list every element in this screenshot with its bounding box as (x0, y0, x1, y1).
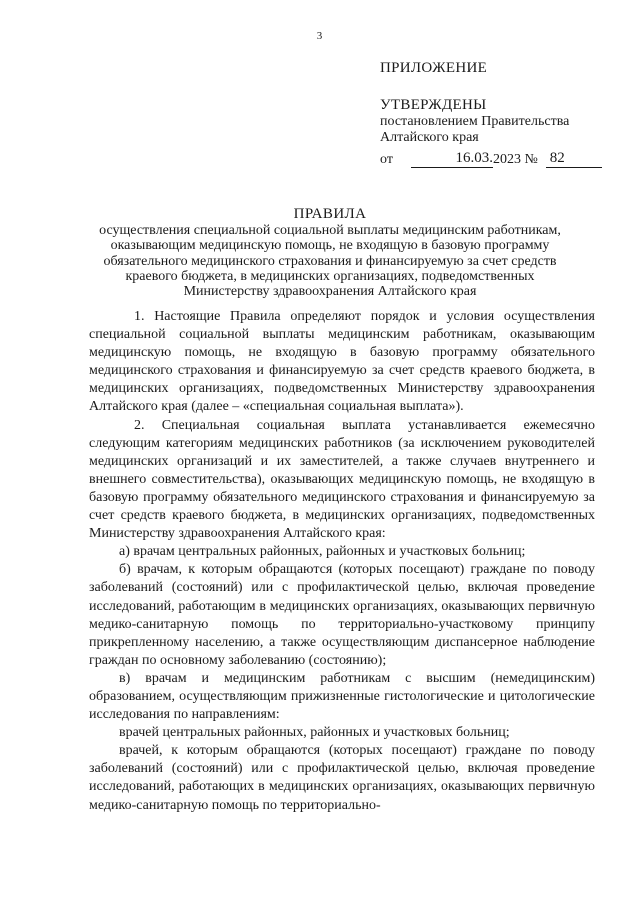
list-item-c: в) врачам и медицинским работникам с высшим (немедицинским) образованием, осуществляющим прижизненные гистологические и цитологические исследования по направлениям: (89, 670, 595, 723)
from-label: от (380, 152, 393, 167)
approved-line-1: постановлением Правительства (380, 114, 570, 129)
rules-subtitle-line: Министерству здравоохранения Алтайского края (183, 284, 477, 300)
rules-header (70, 207, 590, 299)
paragraph-1: 1. Настоящие Правила определяют порядок и условия осуществления специальной социальной выплаты медицинским работникам, оказывающим медицинскую помощь, не входящую в базовую программу обязательного медицинского страхования и финансируемую за счет средств краевого бюджета, в медицинских организациях, подведомственных Министерству здравоохранения Алтайского края (далее – «специальная социальная выплата»). (89, 309, 595, 415)
document-body (89, 308, 595, 815)
decree-number: 82 (546, 150, 602, 168)
appendix-block (380, 60, 620, 168)
appendix-title: ПРИЛОЖЕНИЕ (380, 60, 488, 76)
list-item-b: б) врачам, к которым обращаются (которых посещают) граждане по поводу заболеваний (состояний) или с профилактической целью, включая проведение исследований, работающим в медицинских организациях, оказывающих первичную медико-санитарную помощь по территориально-участковому принципу прикрепленному населению, а также осуществляющим диспансерное наблюдение граждан по основному заболеванию (состоянию); (89, 562, 595, 668)
decree-year: 2023 № (492, 152, 538, 167)
decree-row (380, 148, 620, 168)
sub-item-1: врачей центральных районных, районных и участковых больниц; (119, 725, 510, 741)
sub-item-2: врачей, к которым обращаются (которых посещают) граждане по поводу заболеваний (состояний) или с профилактической целью, включая проведение исследований, работающих в медицинских организациях, оказывающих первичную медико-санитарную помощь по территориально- (89, 743, 595, 813)
rules-title: ПРАВИЛА (293, 206, 367, 222)
list-item-a: а) врачам центральных районных, районных и участковых больниц; (119, 544, 526, 560)
page-number: 3 (316, 30, 323, 42)
rules-subtitle-line: оказывающим медицинскую помощь, не входящую в базовую программу (110, 238, 550, 254)
approved-title: УТВЕРЖДЕНЫ (380, 97, 487, 113)
rules-subtitle-line: обязательного медицинского страхования и финансируемую за счет средств (103, 253, 557, 269)
rules-subtitle-line: краевого бюджета, в медицинских организациях, подведомственных (125, 268, 535, 284)
paragraph-2: 2. Специальная социальная выплата устанавливается ежемесячно следующим категориям медицинских работников (за исключением руководителей медицинских организаций и их заместителей, а также случаев внутреннего и внешнего совместительства), оказывающих медицинскую помощь, не входящую в базовую программу обязательного медицинского страхования и финансируемую за счет средств краевого бюджета, в медицинских организациях, подведомственных Министерству здравоохранения Алтайского края: (89, 417, 595, 542)
approved-line-2: Алтайского края (380, 130, 479, 145)
decree-date: 16.03. (411, 150, 493, 168)
rules-subtitle-line: осуществления специальной социальной выплаты медицинским работникам, (99, 223, 561, 239)
